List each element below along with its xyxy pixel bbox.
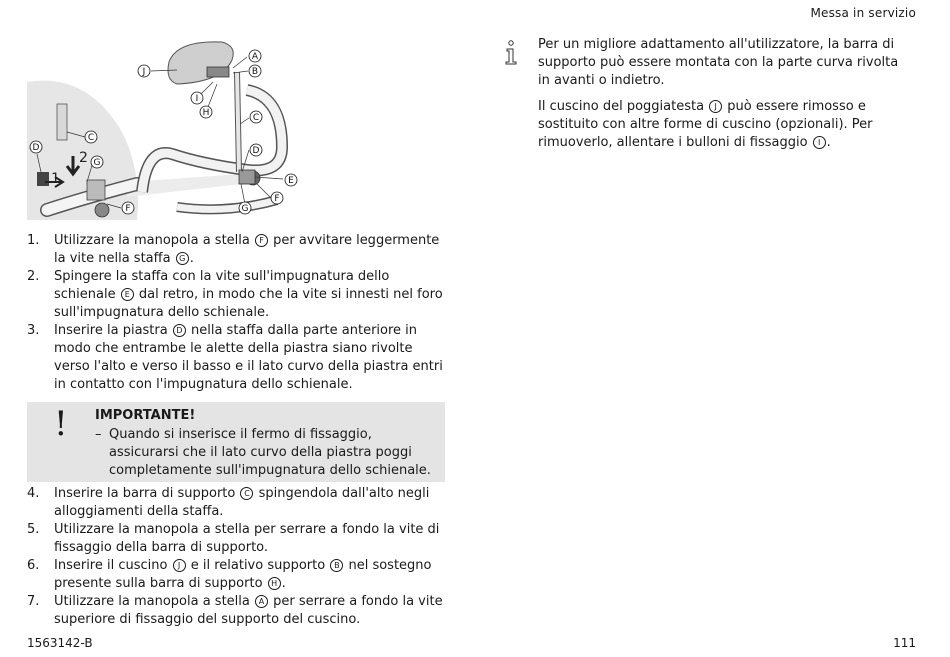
assembly-steps-1-3 xyxy=(27,232,452,394)
callout-c xyxy=(250,111,262,123)
component-reference-d: D xyxy=(173,324,186,337)
step-number: 7. xyxy=(27,594,40,609)
step-number: 5. xyxy=(27,522,40,537)
component-reference-c: C xyxy=(240,487,253,500)
info-paragraph: Per un migliore adattamento all'utilizzatore, la barra di supporto può essere montata con la parte curva rivolta in avanti o indietro. xyxy=(538,37,899,88)
arrow-number-1: 1 xyxy=(51,171,60,187)
list-item: 4. Inserire la barra di supporto C spingendola dall'alto negli alloggiamenti della staffa. xyxy=(27,486,430,519)
page-number: 111 xyxy=(893,636,916,650)
assembly-steps-4-7 xyxy=(27,485,452,629)
arrow-number-2: 2 xyxy=(79,150,88,166)
callout-d xyxy=(250,144,262,156)
step-number: 6. xyxy=(27,558,40,573)
svg-text:F: F xyxy=(274,194,280,204)
callout-g xyxy=(239,202,251,214)
document-number: 1563142-B xyxy=(27,636,93,650)
step-number: 4. xyxy=(27,486,40,501)
list-item: 1. Utilizzare la manopola a stella F per avvitare leggermente la vite nella staffa G . xyxy=(27,233,440,266)
svg-text:H: H xyxy=(202,108,210,118)
component-reference-h: H xyxy=(268,577,281,590)
svg-text:C: C xyxy=(252,113,260,123)
steps-list xyxy=(27,485,452,629)
component-reference-j: J xyxy=(173,559,186,572)
component-reference-b: B xyxy=(330,559,343,572)
list-item: 6. Inserire il cuscino J e il relativo supporto B nel sostegno presente sulla barra di supporto H . xyxy=(27,558,432,591)
callout-f xyxy=(271,192,283,204)
info-paragraph: Il cuscino del poggiatesta J può essere rimosso e sostituito con altre forme di cuscino (opzionali). Per rimuoverlo, allentare i bulloni di fissaggio I . xyxy=(538,99,873,150)
svg-text:G: G xyxy=(93,158,101,168)
svg-text:F: F xyxy=(125,204,131,214)
step-number: 2. xyxy=(27,269,40,284)
svg-text:B: B xyxy=(251,67,259,77)
important-title: IMPORTANTE! xyxy=(95,408,196,423)
callout-f-detail xyxy=(122,202,134,214)
svg-text:J: J xyxy=(142,67,146,77)
svg-text:D: D xyxy=(32,143,40,153)
callout-i xyxy=(191,92,203,104)
step-number: 3. xyxy=(27,323,40,338)
list-item: 7. Utilizzare la manopola a stella A per serrare a fondo la vite superiore di fissaggio del supporto del cuscino. xyxy=(27,594,443,627)
svg-text:C: C xyxy=(87,133,95,143)
svg-text:E: E xyxy=(288,176,294,186)
list-item: 2. Spingere la staffa con la vite sull'impugnatura dello schienale E dal retro, in modo che la vite si innesti nel foro sull'impugnatura dello schienale. xyxy=(27,269,443,320)
callout-h xyxy=(200,106,212,118)
svg-text:I: I xyxy=(195,94,199,104)
warning-exclamation-icon: ! xyxy=(54,404,68,444)
info-text xyxy=(538,36,908,160)
illustration-svg xyxy=(27,32,317,220)
important-notice xyxy=(27,402,445,482)
svg-text:A: A xyxy=(251,52,259,62)
component-reference-a: A xyxy=(255,595,268,608)
list-item: 5. Utilizzare la manopola a stella per serrare a fondo la vite di fissaggio della barra di supporto. xyxy=(27,522,440,555)
callout-e xyxy=(285,174,297,186)
note-text: Quando si inserisce il fermo di fissaggio, assicurarsi che il lato curvo della piastra poggi completamente sull'impugnatura dello schienale. xyxy=(109,427,431,478)
component-reference-g: G xyxy=(176,252,189,265)
callout-d-detail xyxy=(30,141,42,153)
headrest-assembly-illustration xyxy=(27,32,317,220)
component-reference-j: J xyxy=(709,100,722,113)
callout-j xyxy=(138,65,150,77)
component-reference-i: I xyxy=(813,136,826,149)
callout-a xyxy=(249,50,261,62)
note-dash: – xyxy=(95,427,102,442)
steps-list xyxy=(27,232,452,394)
callout-c-detail xyxy=(85,131,97,143)
section-header: Messa in servizio xyxy=(810,6,916,20)
callout-b xyxy=(249,65,261,77)
svg-text:D: D xyxy=(252,146,260,156)
callout-g-detail xyxy=(91,156,103,168)
component-reference-f: F xyxy=(255,234,268,247)
step-number: 1. xyxy=(27,233,40,248)
svg-text:G: G xyxy=(241,204,249,214)
important-note xyxy=(95,426,435,480)
list-item: 3. Inserire la piastra D nella staffa dalla parte anteriore in modo che entrambe le alette della piastra siano rivolte verso l'alto e verso il basso e il lato curvo della piastra entri in contatto con l'impugnatura dello schienale. xyxy=(27,323,443,392)
component-reference-e: E xyxy=(121,288,134,301)
info-icon xyxy=(504,40,518,66)
